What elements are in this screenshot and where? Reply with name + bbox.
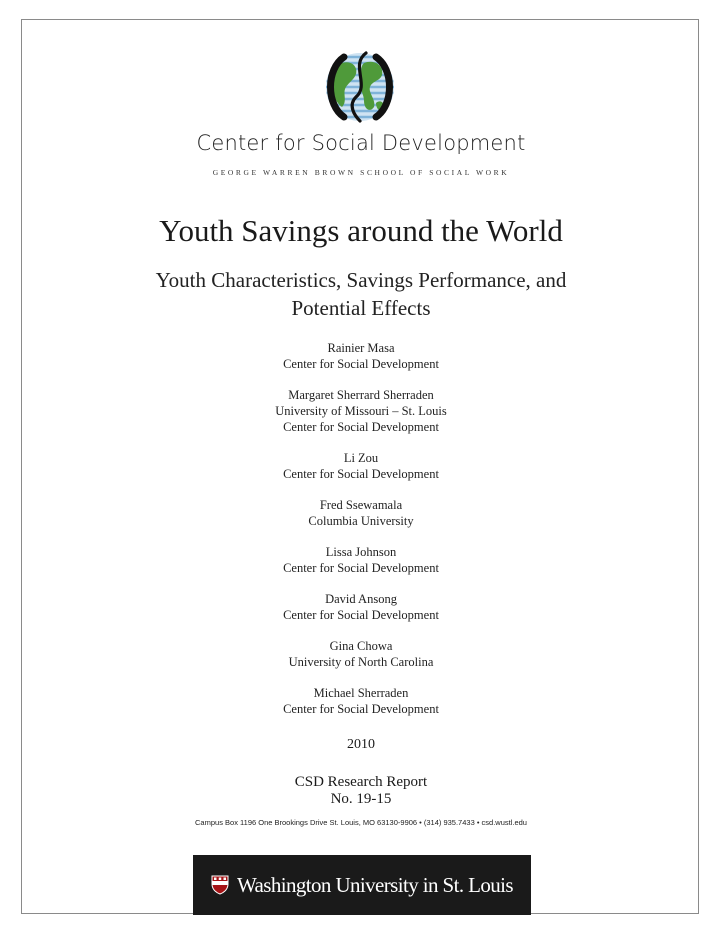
author-entry [22,685,700,717]
school-name: GEORGE WARREN BROWN SCHOOL OF SOCIAL WORK [212,168,510,177]
author-name: Lissa Johnson [325,545,397,559]
author-affiliation: Center for Social Development [283,420,439,434]
author-name: Michael Sherraden [313,686,409,700]
author-entry [22,497,700,529]
report-cover-page [21,19,699,914]
author-affiliation: Center for Social Development [283,561,439,575]
author-entry [22,638,700,670]
subtitle-line-1: Youth Characteristics, Savings Performance, and [155,268,567,292]
subtitle-line-2: Potential Effects [291,296,431,320]
author-affiliation: University of Missouri – St. Louis [275,404,447,418]
author-entry [22,340,700,372]
author-affiliation: Columbia University [308,514,414,528]
author-name: Margaret Sherrard Sherraden [288,388,434,402]
university-banner [193,855,531,915]
organization-name: Center for Social Development [196,131,526,155]
author-name: Fred Ssewamala [319,498,403,512]
csd-globe-logo [320,47,400,127]
author-name: Rainier Masa [327,341,395,355]
author-affiliation: Center for Social Development [283,702,439,716]
author-affiliation: Center for Social Development [283,357,439,371]
contact-address: Campus Box 1196 One Brookings Drive St. Louis, MO 63130-9906 • (314) 935.7433 • csd.wustl.edu [195,818,527,827]
author-list [22,340,700,732]
university-wordmark: Washington University in St. Louis [237,872,513,897]
author-entry [22,591,700,623]
report-year: 2010 [347,737,375,752]
author-entry [22,387,700,435]
author-name: Gina Chowa [329,639,393,653]
author-affiliation: Center for Social Development [283,467,439,481]
author-entry [22,450,700,482]
university-shield-icon [211,875,229,895]
author-entry [22,544,700,576]
author-affiliation: Center for Social Development [283,608,439,622]
author-name: David Ansong [325,592,397,606]
report-series-name: CSD Research Report [294,774,428,790]
report-series [22,774,700,808]
report-title: Youth Savings around the World [159,213,563,248]
author-affiliation: University of North Carolina [288,655,434,669]
report-number: No. 19-15 [330,791,392,807]
report-subtitle [22,266,700,322]
author-name: Li Zou [343,451,379,465]
